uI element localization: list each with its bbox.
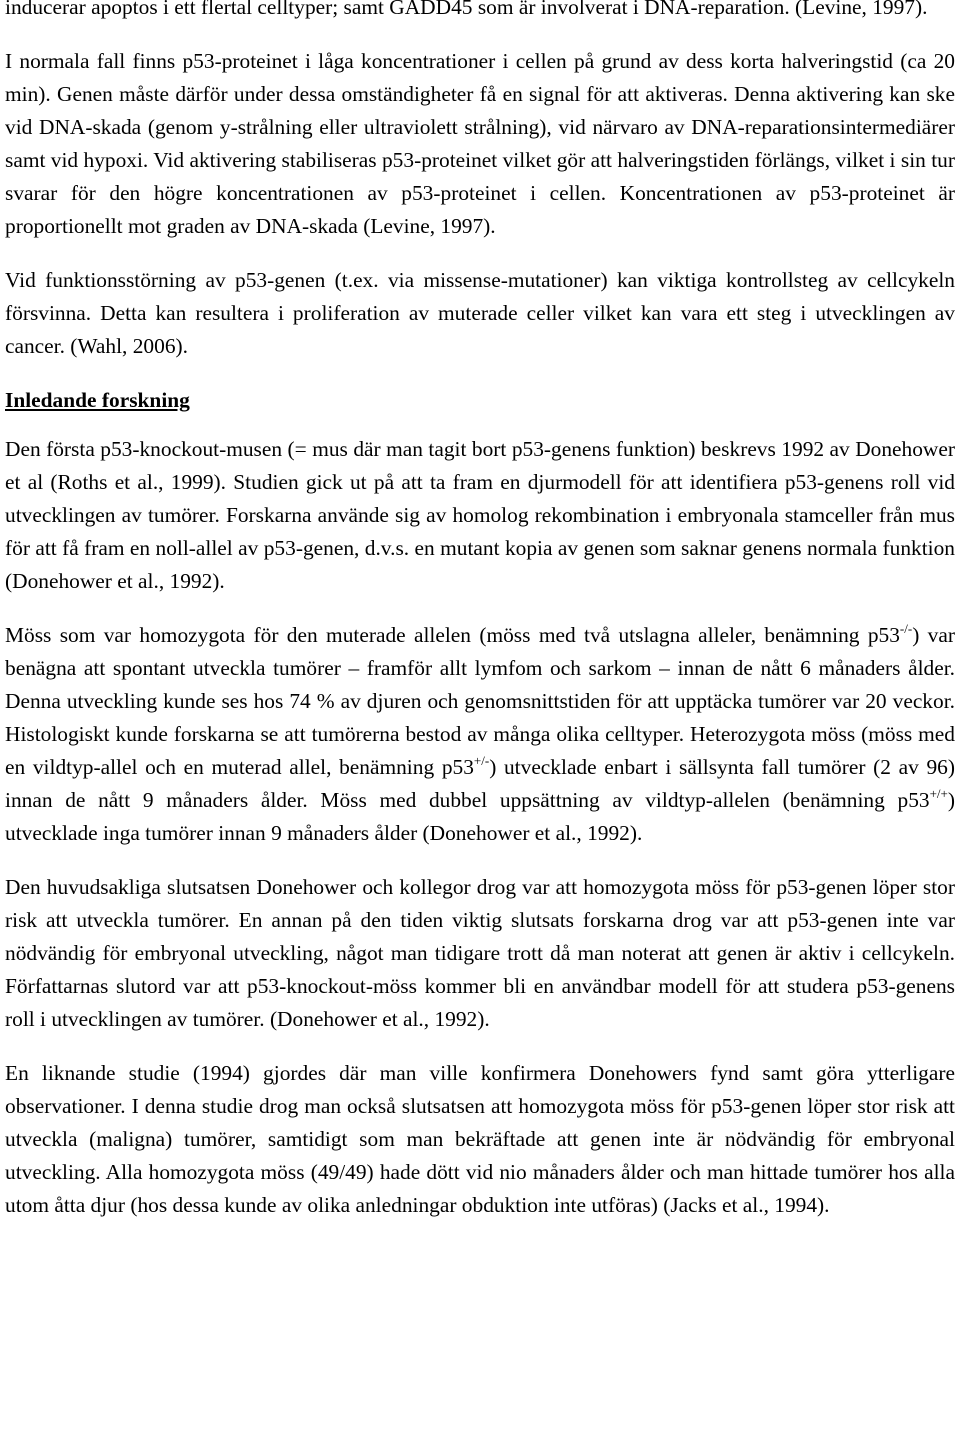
paragraph-first-knockout-mouse: Den första p53-knockout-musen (= mus där man tagit bort p53-genens funktion) beskrevs 1992 av Donehower et al (Roths et al., 1999). Studien gick ut på att ta fram en djurmodell för att identifiera p53-genens roll vid utvecklingen av tumörer. Forskarna använde sig av homolog rekombination i embryonala stamceller från mus för att få fram en noll-allel av p53-genen, d.v.s. en mutant kopia av genen som saknar genens normala funktion (Donehower et al., 1992). [5,437,955,593]
text-segment: ) var benägna att spontant utveckla tumörer – framför allt lymfom och sarkom – innan de nått 6 månaders ålder. Denna utveckling kunde ses hos 74 % av djuren och genomsnittstiden för att upptäcka tumörer var 20 veckor. Histologiskt kunde forskarna se att tumörerna bestod av många olika celltyper. Heterozygota möss (möss med en vildtyp-allel och en muterad allel, benämning p53 [5,623,955,779]
text-segment: Möss som var homozygota för den muterade allelen (möss med två utslagna alleler, benämning p53 [5,623,900,647]
paragraph-apoptosis-continued: inducerar apoptos i ett flertal celltyper; samt GADD45 som är involverat i DNA-reparation. (Levine, 1997). [5,0,928,19]
genotype-superscript: +/- [473,753,490,768]
paragraph-similar-study: En liknande studie (1994) gjordes där man ville konfirmera Donehowers fynd samt göra ytterligare observationer. I denna studie drog man också slutsatsen att homozygota möss för p53-genen löper stor risk att utveckla (maligna) tumörer, samtidigt som man bekräftade att genen inte är nödvändig för embryonal utveckling. Alla homozygota möss (49/49) hade dött vid nio månaders ålder och man hittade tumörer hos alla utom åtta djur (hos dessa kunde av olika anledningar obduktion inte utföras) (Jacks et al., 1994). [5,1061,955,1217]
genotype-superscript: -/- [899,621,913,636]
section-heading: Inledande forskning [5,388,190,412]
text-segment: ) utvecklade enbart i sällsynta fall tumörer (2 av 96) innan de nått 9 månaders ålder. Möss med dubbel uppsättning av vildtyp-allelen (benämning p53 [5,755,955,812]
document-page [5,0,955,1222]
paragraph-main-conclusion: Den huvudsakliga slutsatsen Donehower och kollegor drog var att homozygota möss för p53-genen löper stor risk att utveckla tumörer. En annan på den tiden viktig slutsats forskarna drog var att p53-genen inte var nödvändig för embryonal utveckling, något man tidigare trott då man noterat att genen är aktiv i cellcykeln. Författarnas slutord var att p53-knockout-möss kommer bli en användbar modell för att studera p53-genens roll i utvecklingen av tumörer. (Donehower et al., 1992). [5,875,955,1031]
paragraph-p53-dysfunction: Vid funktionsstörning av p53-genen (t.ex. via missense-mutationer) kan viktiga kontrollsteg av cellcykeln försvinna. Detta kan resultera i proliferation av muterade celler vilket kan vara ett steg i utvecklingen av cancer. (Wahl, 2006). [5,268,955,358]
paragraph-homozygous-mice [5,619,955,850]
paragraph-p53-activation: I normala fall finns p53-proteinet i låga koncentrationer i cellen på grund av dess korta halveringstid (ca 20 min). Genen måste därför under dessa omständigheter få en signal för att aktiveras. Denna aktivering kan ske vid DNA-skada (genom y-strålning eller ultraviolett strålning), vid närvaro av DNA-reparationsintermediärer samt vid hypoxi. Vid aktivering stabiliseras p53-proteinet vilket gör att halveringstiden förlängs, vilket i sin tur svarar för den högre koncentrationen av p53-proteinet i cellen. Koncentrationen av p53-proteinet är proportionellt mot graden av DNA-skada (Levine, 1997). [5,49,955,238]
genotype-superscript: +/+ [929,786,948,801]
text-segment: ) utvecklade inga tumörer innan 9 månaders ålder (Donehower et al., 1992). [5,788,955,845]
